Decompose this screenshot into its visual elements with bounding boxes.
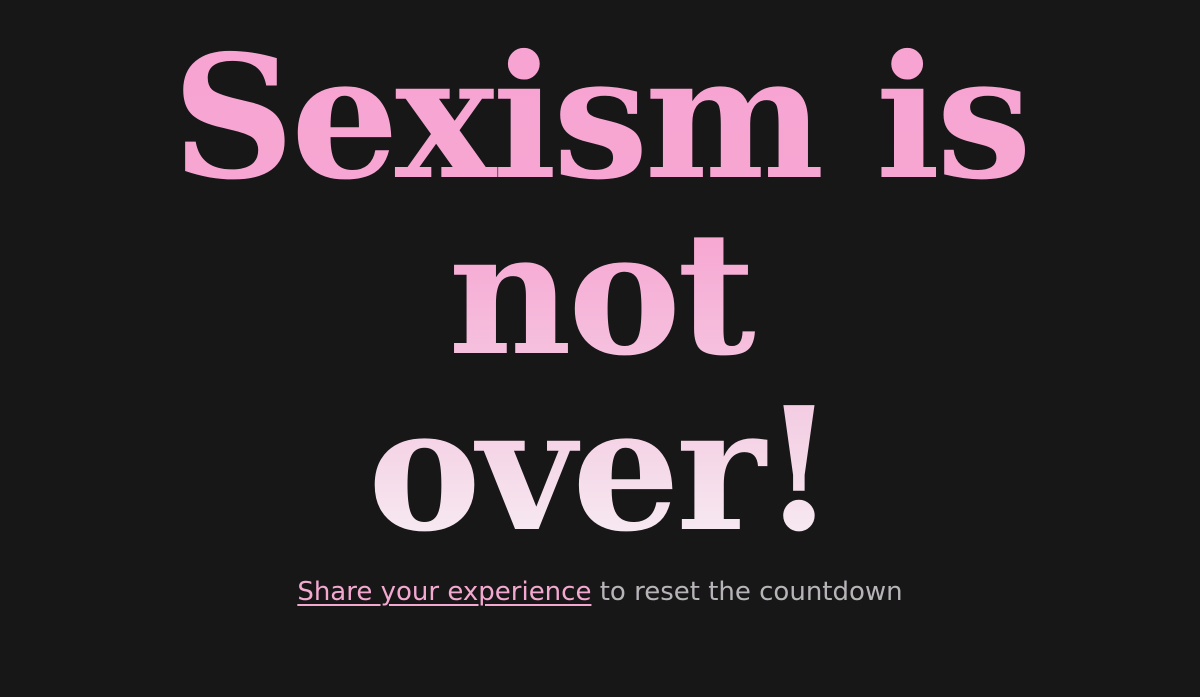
countdown-reset-prompt xyxy=(0,573,1200,611)
headline-line-2: not xyxy=(448,194,752,394)
headline-line-3: over! xyxy=(367,370,833,570)
share-experience-link[interactable]: Share your experience xyxy=(297,577,592,607)
prompt-suffix-text: to reset the countdown xyxy=(599,577,903,607)
headline-line-1: Sexism is xyxy=(172,18,1028,218)
page-headline xyxy=(0,18,1200,570)
